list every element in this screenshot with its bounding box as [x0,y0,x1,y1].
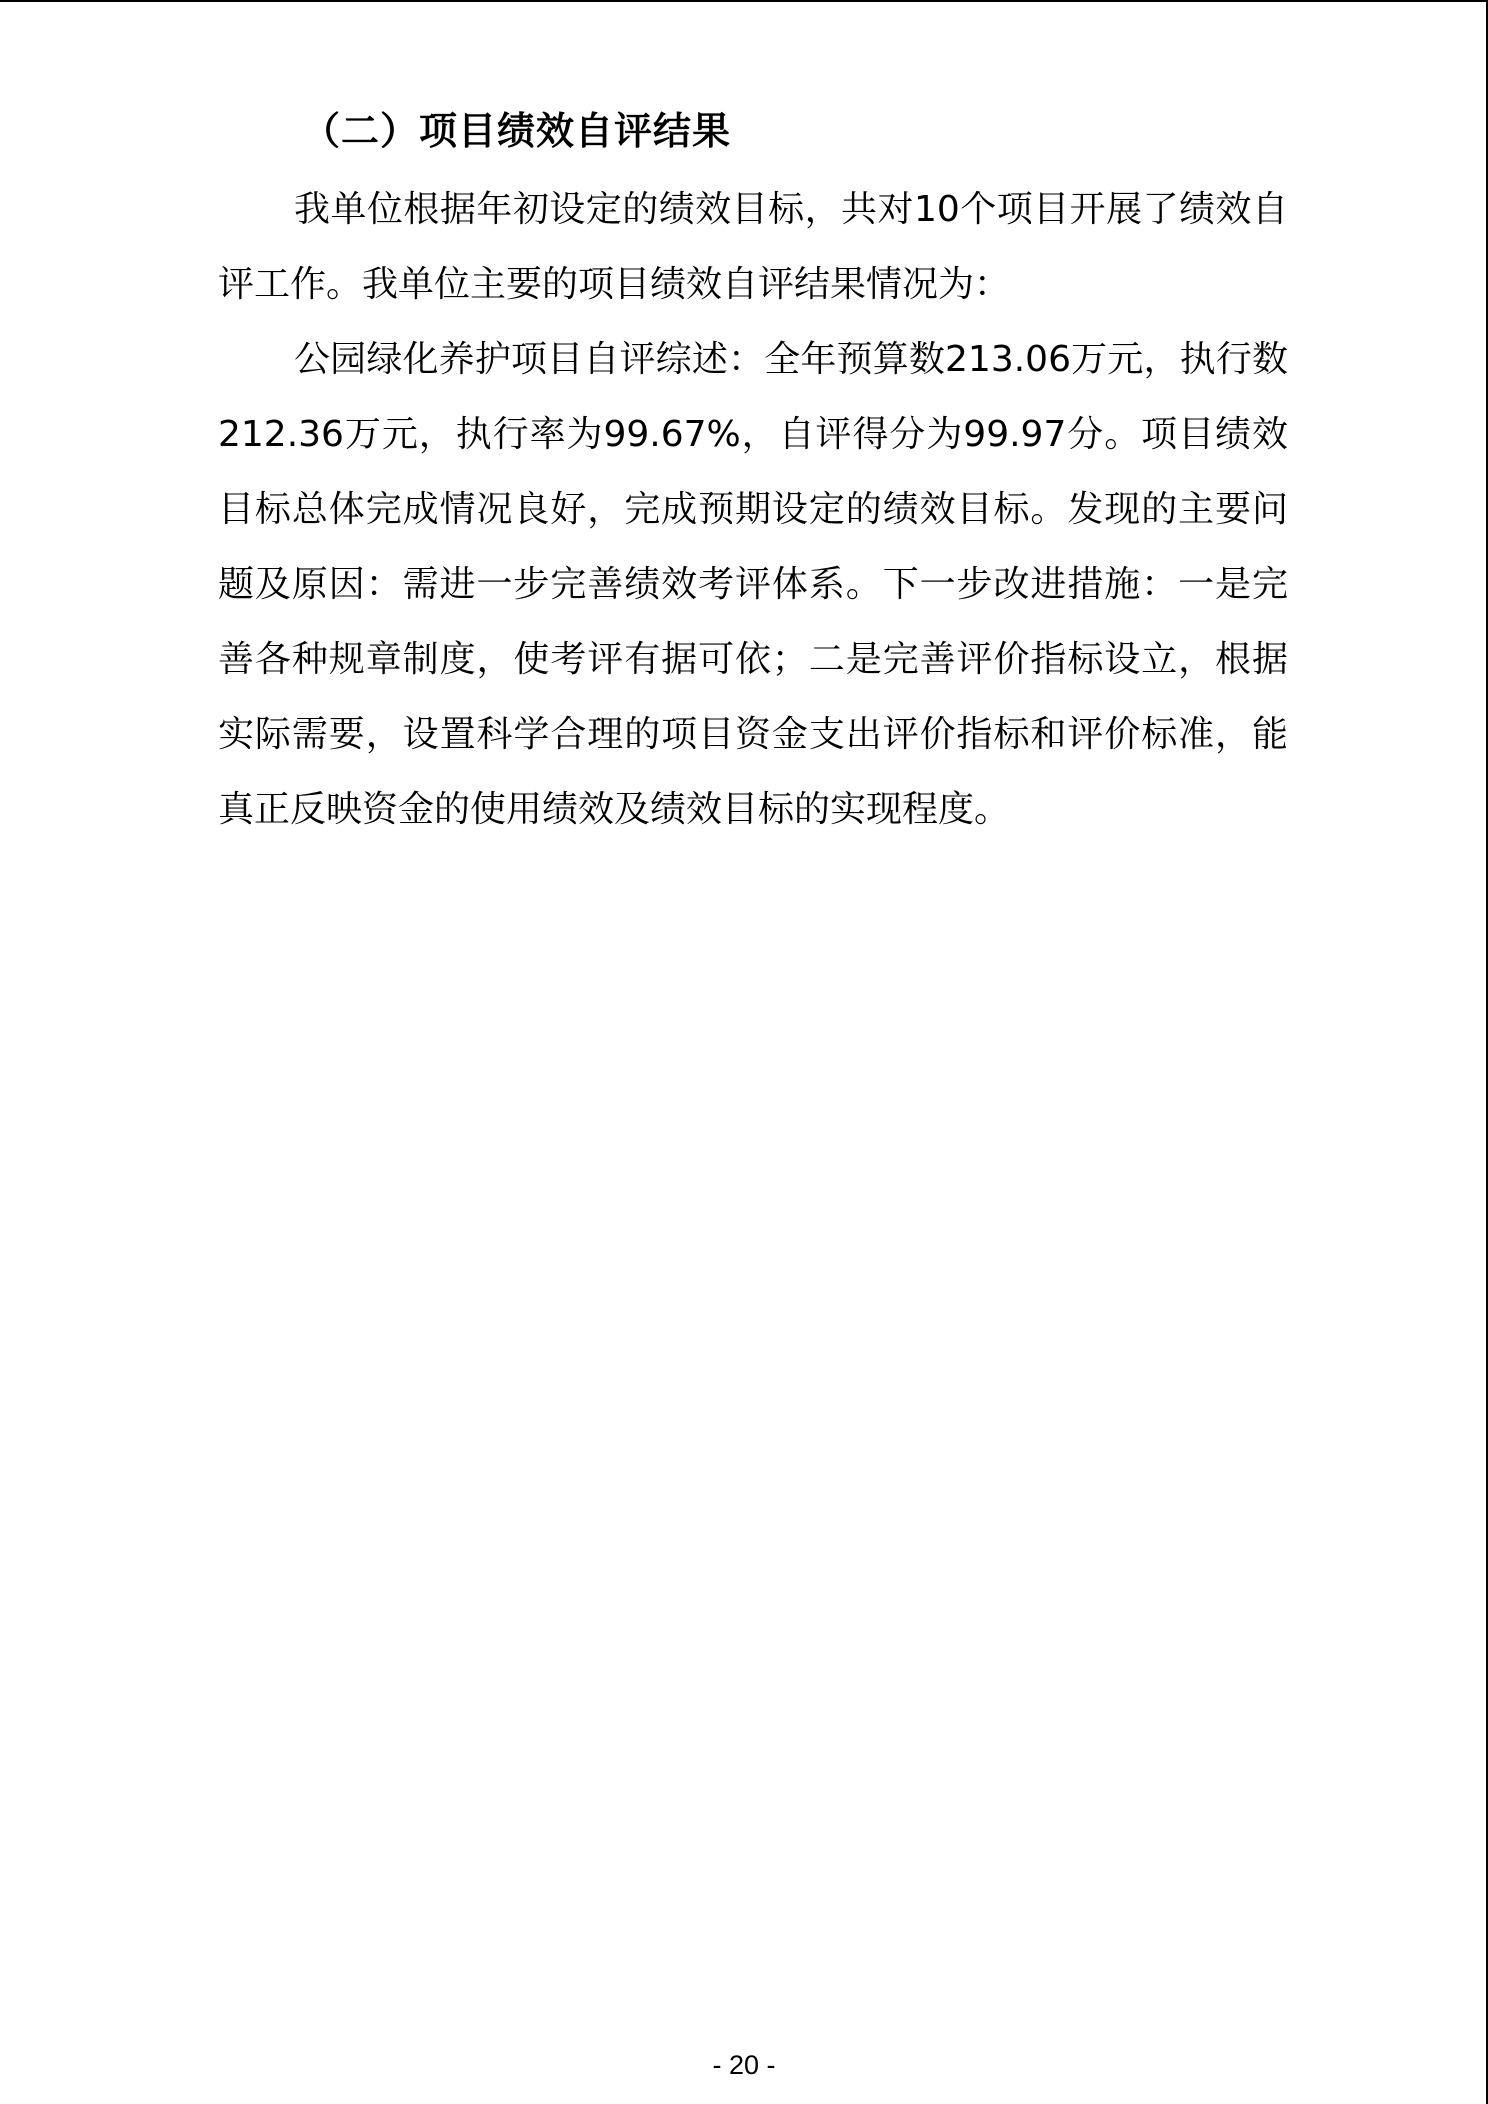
page-body [218,102,1288,847]
page-number: - 20 - [712,2050,776,2080]
project-summary-paragraph: 公园绿化养护项目自评综述：全年预算数213.06万元，执行数212.36万元，执行率为99.67%，自评得分为99.97分。项目绩效目标总体完成情况良好，完成预期设定的绩效目标。发现的主要问题及原因：需进一步完善绩效考评体系。下一步改进措施：一是完善各种规章制度，使考评有据可依；二是完善评价指标设立，根据实际需要，设置科学合理的项目资金支出评价指标和评价标准，能真正反映资金的使用绩效及绩效目标的实现程度。 [218,339,1288,830]
intro-paragraph: 我单位根据年初设定的绩效目标，共对10个项目开展了绩效自评工作。我单位主要的项目绩效自评结果情况为： [218,189,1288,305]
section-heading: （二）项目绩效自评结果 [302,109,732,153]
